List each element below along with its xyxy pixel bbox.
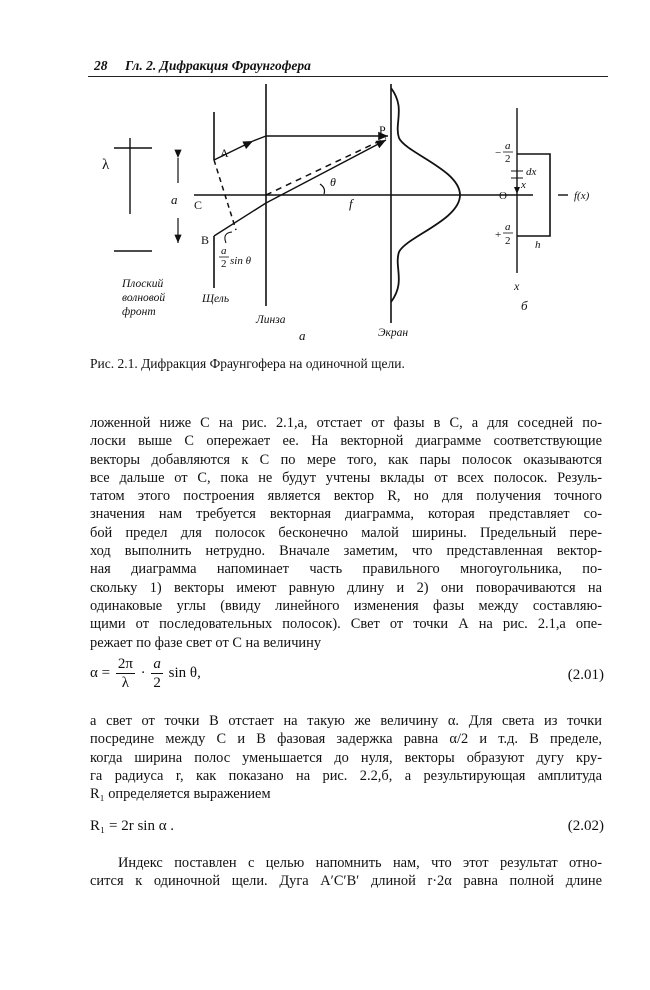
path-frac-num: a bbox=[221, 245, 227, 257]
lambda-label: λ bbox=[102, 157, 110, 173]
path-frac-den: 2 bbox=[221, 258, 227, 270]
text-line: R₁ определяется выражением bbox=[90, 786, 271, 803]
eq1-frac2-num: a bbox=[153, 656, 161, 672]
minus-frac-num: a bbox=[505, 140, 511, 152]
text-line: бой предел для полосок бесконечно малой ширины. Предельный пере- bbox=[90, 524, 602, 541]
minus-sign: − bbox=[495, 147, 502, 159]
wavefront-caption: Плоский волновой фронт bbox=[122, 278, 166, 318]
text-line: все дальше от С, пока не будут учтены вклады от всех полосок. Резуль- bbox=[90, 469, 602, 486]
text-line: ложенной ниже С на рис. 2.1,а, отстает от фазы в С, а для соседней по- bbox=[90, 415, 602, 431]
h-label: h bbox=[535, 239, 541, 251]
paragraph-1 bbox=[90, 414, 602, 652]
figure-2-1 bbox=[88, 78, 568, 348]
text-line: га радиуса r, как показано на рис. 2.2,б, а результирующая амплитуда bbox=[90, 767, 602, 784]
text-line: лоски выше С опережает ее. На векторной диаграмме соответствующие bbox=[90, 433, 602, 450]
ray-B bbox=[214, 203, 266, 236]
x-label: x bbox=[521, 179, 526, 191]
subfig-a-label: а bbox=[299, 328, 306, 343]
dx-label: dx bbox=[526, 166, 537, 178]
minus-frac-den: 2 bbox=[505, 153, 511, 165]
text-line: скольку 1) векторы имеют равную длину и 2) они поворачиваются на bbox=[90, 579, 602, 596]
eq2-text: R₁ = 2r sin α . bbox=[90, 818, 175, 834]
eq1-frac2 bbox=[151, 655, 163, 692]
eq1-frac1-num: 2π bbox=[117, 656, 133, 672]
text-line: ная диаграмма напоминает часть правильного многоугольника, по- bbox=[90, 561, 602, 578]
theta-label: θ bbox=[330, 175, 336, 189]
text-line: щими от последовательных полосок). Свет от точки А на рис. 2.1,а опе- bbox=[90, 616, 602, 633]
text-line: режает по фазе свет от С на величину bbox=[90, 634, 322, 651]
equation-2-01 bbox=[90, 655, 604, 692]
equation-2-02 bbox=[90, 818, 604, 835]
focal-length-label: f bbox=[349, 196, 353, 211]
eq1-lhs: α = bbox=[90, 664, 111, 681]
fx-label-html: f(x) bbox=[574, 190, 590, 202]
text-line: ход выполнить нетрудно. Вначале заметим, что представленная вектор- bbox=[90, 543, 602, 560]
plus-frac-den: 2 bbox=[505, 235, 511, 247]
page-header bbox=[88, 54, 608, 77]
eq2-number: (2.02) bbox=[567, 818, 604, 834]
slit-caption: Щель bbox=[202, 293, 230, 305]
eq1-frac2-den: 2 bbox=[153, 675, 161, 691]
eq1-number: (2.01) bbox=[567, 667, 604, 683]
text-line: векторы добавляются к С по мере того, как пары полосок оказываются bbox=[90, 451, 602, 468]
screen-caption: Экран bbox=[378, 327, 409, 339]
dashed-center-ray bbox=[266, 138, 386, 195]
lens-caption: Линза bbox=[256, 314, 286, 326]
text-line: значения нам требуется векторная диаграмма, которая представляет со- bbox=[90, 506, 602, 523]
figure-caption: Рис. 2.1. Дифракция Фраунгофера на одиночной щели. bbox=[90, 356, 405, 371]
subfig-b-label: б bbox=[521, 298, 528, 313]
plus-sign: + bbox=[495, 229, 502, 241]
slit-width-label: a bbox=[171, 192, 178, 207]
eq1-rhs: sin θ, bbox=[168, 664, 201, 681]
origin-label: O bbox=[499, 190, 507, 202]
page-number: 28 bbox=[94, 58, 108, 73]
text-line: когда ширина полос уменьшается до нуля, векторы образуют дугу кру- bbox=[90, 749, 602, 766]
text-line: Индекс поставлен с целью напомнить нам, что этот результат отно- bbox=[118, 855, 602, 871]
eq1-dot: · bbox=[140, 664, 146, 681]
axis-x-label: x bbox=[514, 279, 520, 293]
text-line: одинаковые углы (ввиду линейного изменения фазы между составляю- bbox=[90, 597, 602, 614]
plus-frac-num: a bbox=[505, 221, 511, 233]
eq1-frac1-den: λ bbox=[121, 675, 129, 691]
chapter-title: Гл. 2. Дифракция Фраунгофера bbox=[125, 58, 311, 73]
point-c-label: C bbox=[194, 198, 203, 212]
text-line: а свет от точки В отстает на такую же величину α. Для света из точки bbox=[90, 713, 602, 729]
path-sin: sin θ bbox=[230, 255, 251, 267]
text-line: посредине между С и В фазовая задержка равна α/2 и т.д. В пределе, bbox=[90, 731, 602, 748]
point-a-label: A bbox=[220, 146, 229, 160]
text-line: сится к одиночной щели. Дуга A′C′B′ длиной r·2α равна полной длине bbox=[90, 873, 602, 890]
point-b-label: B bbox=[201, 233, 210, 247]
paragraph-3 bbox=[90, 854, 602, 891]
text-line: татом этого построения является вектор R, но для получения точного bbox=[90, 488, 602, 505]
eq1-frac1 bbox=[116, 655, 135, 692]
paragraph-2 bbox=[90, 712, 602, 803]
wavefront bbox=[114, 138, 152, 251]
point-p-label: P bbox=[379, 123, 386, 137]
